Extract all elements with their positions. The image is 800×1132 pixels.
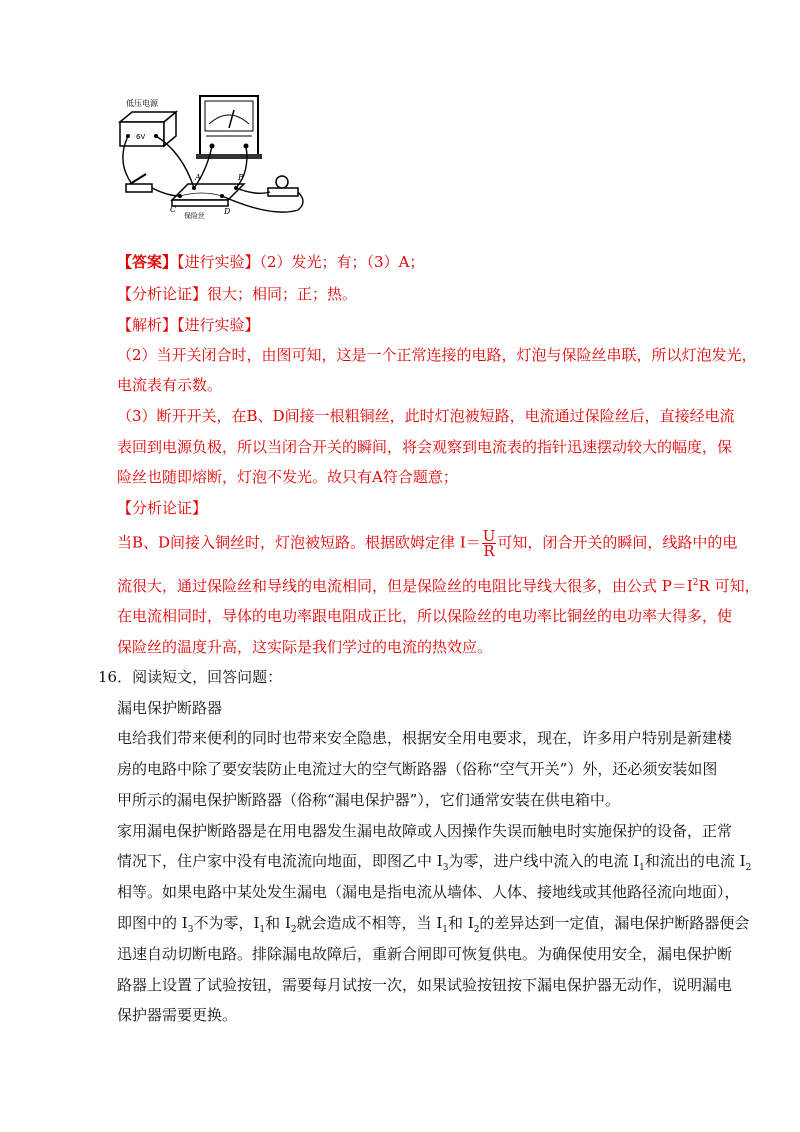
analysis-line2-before: 流很大，通过保险丝和导线的电流相同，但是保险丝的电阻比导线大很多，由公式 P＝I [117, 577, 693, 595]
subscript: 1 [442, 925, 448, 935]
q16-number: 16．阅读短文，回答问题： [98, 668, 283, 686]
explain-p2-line2: 电流表有示数。 [117, 376, 223, 394]
power-exponent: 2 [692, 578, 699, 588]
q16-p1-line3: 甲所示的漏电保护断路器（俗称“漏电保护器”），它们通常安装在供电箱中。 [117, 791, 620, 809]
subscript: 2 [745, 863, 752, 873]
analysis-line1 [117, 529, 737, 558]
analysis-line1-before: 当B、D间接入铜丝时，灯泡被短路。根据欧姆定律 I＝ [117, 533, 481, 552]
point-a: A [195, 173, 201, 182]
answer-text: 【进行实验】（2）发光；有；（3）A； [177, 253, 425, 271]
q16-title: 漏电保护断路器 [117, 699, 223, 717]
text-segment: 即图中的 I [117, 914, 188, 932]
fraction-denominator: R [483, 542, 495, 560]
text-segment: 不为零，I [193, 914, 260, 932]
power-supply [120, 112, 176, 146]
ohm-law-fraction [482, 529, 497, 558]
point-c: C [170, 205, 177, 214]
explain-p3-line1: （3）断开开关，在B、D间接一根粗铜丝，此时灯泡被短路，电流通过保险丝后，直接经电流 [117, 407, 735, 425]
text-segment: 就会造成不相等，当 I [296, 914, 443, 932]
q16-p2-line4 [117, 912, 749, 934]
q16-p1-line1: 电给我们带来便利的同时也带来安全隐患，根据安全用电要求，现在，许多用户特别是新建楼 [117, 729, 733, 747]
subscript: 1 [639, 863, 645, 873]
explain-tag: 【解析】【进行实验】 [117, 316, 260, 334]
analysis-line1-after: 可知，闭合开关的瞬间，线路中的电 [497, 533, 738, 552]
answer-tag: 【答案】 [117, 253, 178, 271]
q16-p2-line6: 路器上设置了试验按钮，需要每月试按一次，如果试验按钮按下漏电保护器无动作，说明漏电 [117, 976, 733, 994]
analysis-tag: 【分析论证】 [117, 499, 208, 517]
switch [126, 174, 152, 192]
lamp [268, 176, 298, 196]
q16-p2-line1: 家用漏电保护断路器是在用电器发生漏电故障或人因操作失误而触电时实施保护的设备，正常 [117, 822, 733, 840]
circuit-diagram [112, 92, 312, 228]
power-label: 低压电源 [126, 99, 158, 108]
analysis-line2-after: R 可知， [698, 577, 760, 595]
explain-p3-line2: 表回到电源负极，所以当闭合开关的瞬间，将会观察到电流表的指针迅速摆动较大的幅度，保 [117, 438, 733, 456]
explain-p3-line3: 险丝也随即熔断，灯泡不发光。故只有A符合题意； [117, 468, 458, 486]
subscript: 2 [290, 925, 297, 935]
q16-p2-line3: 相等。如果电路中某处发生漏电（漏电是指电流从墙体、人体、接地线或其他路径流向地面）， [117, 883, 740, 901]
text-segment: 和 I [265, 914, 291, 932]
text-segment: 的差异达到一定值，漏电保护断路器便会 [479, 914, 750, 932]
subscript: 3 [187, 925, 194, 935]
answer-line [117, 251, 424, 273]
subscript: 3 [442, 863, 449, 873]
analysis-line4: 保险丝的温度升高，这实际是我们学过的电流的热效应。 [117, 638, 493, 656]
explain-p2-line1: （2）当开关闭合时，由图可知，这是一个正常连接的电路，灯泡与保险丝串联，所以灯泡发光， [117, 346, 757, 364]
fraction-numerator: U [482, 527, 496, 545]
ammeter [196, 96, 262, 159]
analysis-line2 [117, 575, 760, 597]
power-value: 6V [136, 133, 146, 141]
q16-p2-line7: 保护器需要更换。 [117, 1006, 238, 1024]
text-segment: 和 I [447, 914, 474, 932]
q16-p2-line2 [117, 850, 751, 872]
point-b: B [238, 173, 244, 182]
q16-p1-line2: 房的电路中除了要安装防止电流过大的空气断路器（俗称“空气开关”）外，还必须安装如图 [117, 760, 718, 778]
text-segment: 情况下，住户家中没有电流流向地面，即图乙中 I [117, 852, 443, 870]
point-d: D [224, 207, 231, 216]
analysis-line3: 在电流相同时，导体的电功率跟电阻成正比，所以保险丝的电功率比铜丝的电功率大得多，使 [117, 607, 733, 625]
text-segment: 和流出的电流 I [644, 852, 746, 870]
text-segment: 为零，进户线中流入的电流 I [448, 852, 640, 870]
subscript: 1 [259, 925, 266, 935]
q16-p2-line5: 迅速自动切断电路。排除漏电故障后，重新合闸即可恢复供电。为确保使用安全，漏电保护断 [117, 945, 733, 963]
subscript: 2 [473, 925, 480, 935]
fuse-board [172, 184, 244, 206]
fuse-label: 保险丝 [184, 212, 205, 220]
analysis-conclusion: 【分析论证】很大；相同；正；热。 [117, 285, 358, 303]
